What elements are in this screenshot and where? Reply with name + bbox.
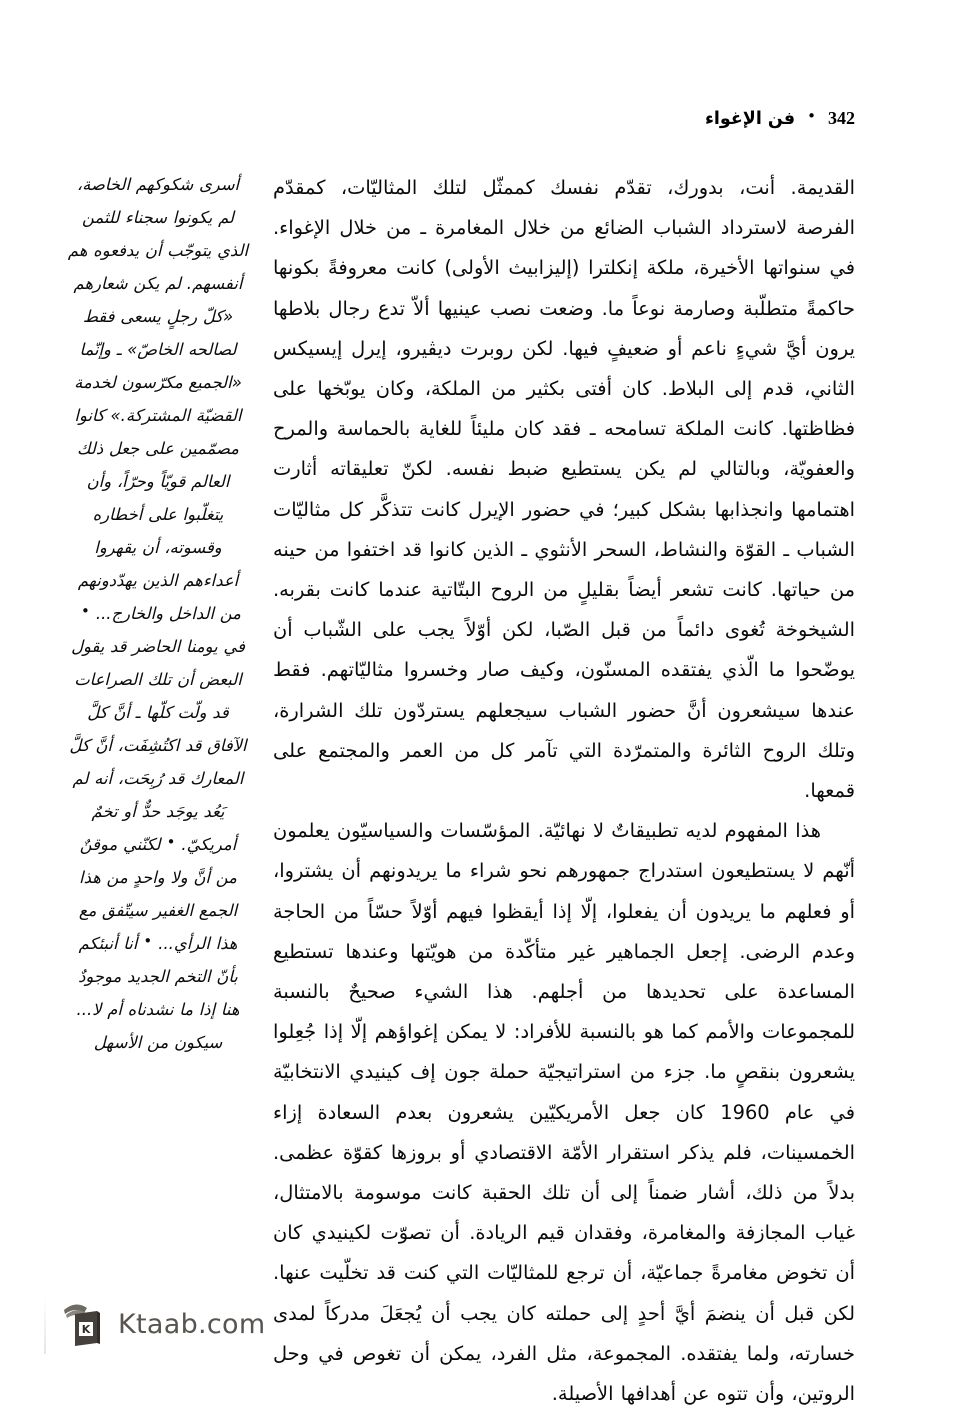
margin-quote-column xyxy=(67,168,249,1258)
book-icon-letter: K xyxy=(81,1322,91,1336)
body-paragraph: القديمة. أنت، بدورك، تقدّم نفسك كممثّل لتلك المثاليّات، كمقدّم الفرصة لاسترداد الشباب الضائع من خلال المغامرة ـ من خلال الإغواء. في سنواتها الأخيرة، ملكة إنكلترا (إليزابيث الأولى) كانت معروفةً بكونها حاكمةً متطلّبة وصارمة نوعاً ما. وضعت نصب عينيها ألاّ تدع رجال بلاطها يرون أيَّ شيءٍ ناعم أو ضعيفٍ فيها. لكن روبرت ديڤيرو، إيرل إيسيكس الثاني، قدم إلى البلاط. كان أفتى بكثير من الملكة، وكان يوبّخها على فظاظتها. كانت الملكة تسامحه ـ فقد كان مليئاً للغاية بالحماسة والمرح والعفويّة، وبالتالي لم يكن يستطيع ضبط نفسه. لكنّ تعليقاته أثارت اهتمامها وانجذابها بشكل كبير؛ في حضور الإيرل كانت تتذكَّر كل مثاليّات الشباب ـ القوّة والنشاط، السحر الأنثوي ـ الذين كانوا قد اختفوا من حينه من حياتها. كانت تشعر أيضاً بقليلٍ من الروح البتّاتية عندما كانت بقربه. الشيخوخة تُغوى دائماً من قبل الصّبا، لكن أوّلاً يجب على الشّباب أن يوضّحوا ما الّذي يفتقده المسنّون، وكيف صار وخسروا مثاليّاتهم. فقط عندها سيشعرون أنَّ حضور الشباب سيجعلهم يستردّون تلك الشرارة، وتلك الروح الثائرة والمتمرّدة التي تآمر كل من العمر والمجتمع على قمعها. xyxy=(273,176,855,803)
page-number: 342 xyxy=(828,108,855,128)
open-book-icon xyxy=(62,1300,108,1348)
margin-quote-text: في يومنا الحاضر قد يقول البعض أن تلك الصراعات قد ولّت كلّها ـ أنَّ كلَّ الآفاق قد اكتُشِفَت، أنَّ كلَّ المعارك قد رُبِحَت، أنه لم يَعُد يوجَد حدٌّ أو تخمٌ أمريكيّ. xyxy=(69,637,247,854)
quote-separator-bullet: • xyxy=(143,932,153,950)
margin-quote xyxy=(67,168,249,1059)
quote-separator-bullet: • xyxy=(166,833,176,851)
book-title: فن الإغواء xyxy=(704,109,796,129)
page-edge-artifact xyxy=(44,1296,46,1354)
main-text-column xyxy=(273,168,855,1406)
quote-separator-bullet: • xyxy=(81,602,90,620)
ktaab-watermark[interactable] xyxy=(62,1300,265,1348)
body-paragraph: هذا المفهوم لديه تطبيقاتٌ لا نهائيّة. المؤسّسات والسياسيّون يعلمون أنّهم لا يستطيعون استدراج جمهورهم نحو شراء ما يريدونهم أن يشتروا، أو فعلهم ما يريدون أن يفعلوا، إلّا إذا أيقظوا فيهم أوّلاً حسّاً من الحاجة وعدم الرضى. إجعل الجماهير غير متأكّدة من هويّتها وعندها تستطيع المساعدة على تحديدها من أجلهم. هذا الشيء صحيحٌ بالنسبة للمجموعات والأمم كما هو بالنسبة للأفراد: لا يمكن إغواؤهم إلّا إذا جُعِلوا يشعرون بنقصٍ ما. جزء من استراتيجيّة حملة جون إف كينيدي الانتخابيّة في عام 1960 كان جعل الأمريكيّين يشعرون بعدم السعادة إزاء الخمسينات، فلم يذكر استقرار الأمّة الاقتصادي أو بروزها كقوّة عظمى. بدلاً من ذلك، أشار ضمناً إلى أن تلك الحقبة كانت موسومة بالامتثال، غياب المجازفة والمغامرة، وفقدان قيم الريادة. أن تصوّت لكينيدي كان أن تخوض مغامرةً جماعيّة، أن ترجع للمثاليّات التي كنت قد تخلّيت عنها. لكن قبل أن ينضمَ أيَّ أحدٍ إلى حملته كان يجب أن يُجعَلَ مدركاً لمدى خسارته، ولما يفتقده. المجموعة، مثل الفرد، يمكن أن تغوص في وحل الروتين، وأن تتوه عن أهدافها الأصيلة. xyxy=(273,819,855,1406)
margin-quote-text: أسرى شكوكهم الخاصة، لم يكونوا سجناء للثمن الذي يتوجّب أن يدفعوه هم أنفسهم. لم يكن شعارهم «كلّ رجلٍ يسعى فقط لصالحه الخاصّ» ـ وإنّما «الجميع مكرّسون لخدمة القضيّة المشتركة.» كانوا مصمّمين على جعل ذلك العالم قويّاً وحرّاً، وأن يتغلّبوا على أخطاره وقسوته، أن يقهروا أعداءهم الذين يهدّدونهم من الداخل والخارج... xyxy=(67,175,249,623)
header-separator-dot: • xyxy=(807,107,816,125)
margin-quote-text: لكنّني موقنٌ من أنَّ ولا واحدٍ من هذا الجمع الغفير سيتّفق مع هذا الرأي... xyxy=(78,835,238,953)
watermark-label: Ktaab.com xyxy=(118,1308,266,1340)
margin-quote-text: أنا أنبئكم بأنّ التخم الجديد موجودٌ هنا إذا ما نشدناه أم لا... سيكون من الأسهل xyxy=(76,934,240,1052)
running-head xyxy=(435,108,855,129)
